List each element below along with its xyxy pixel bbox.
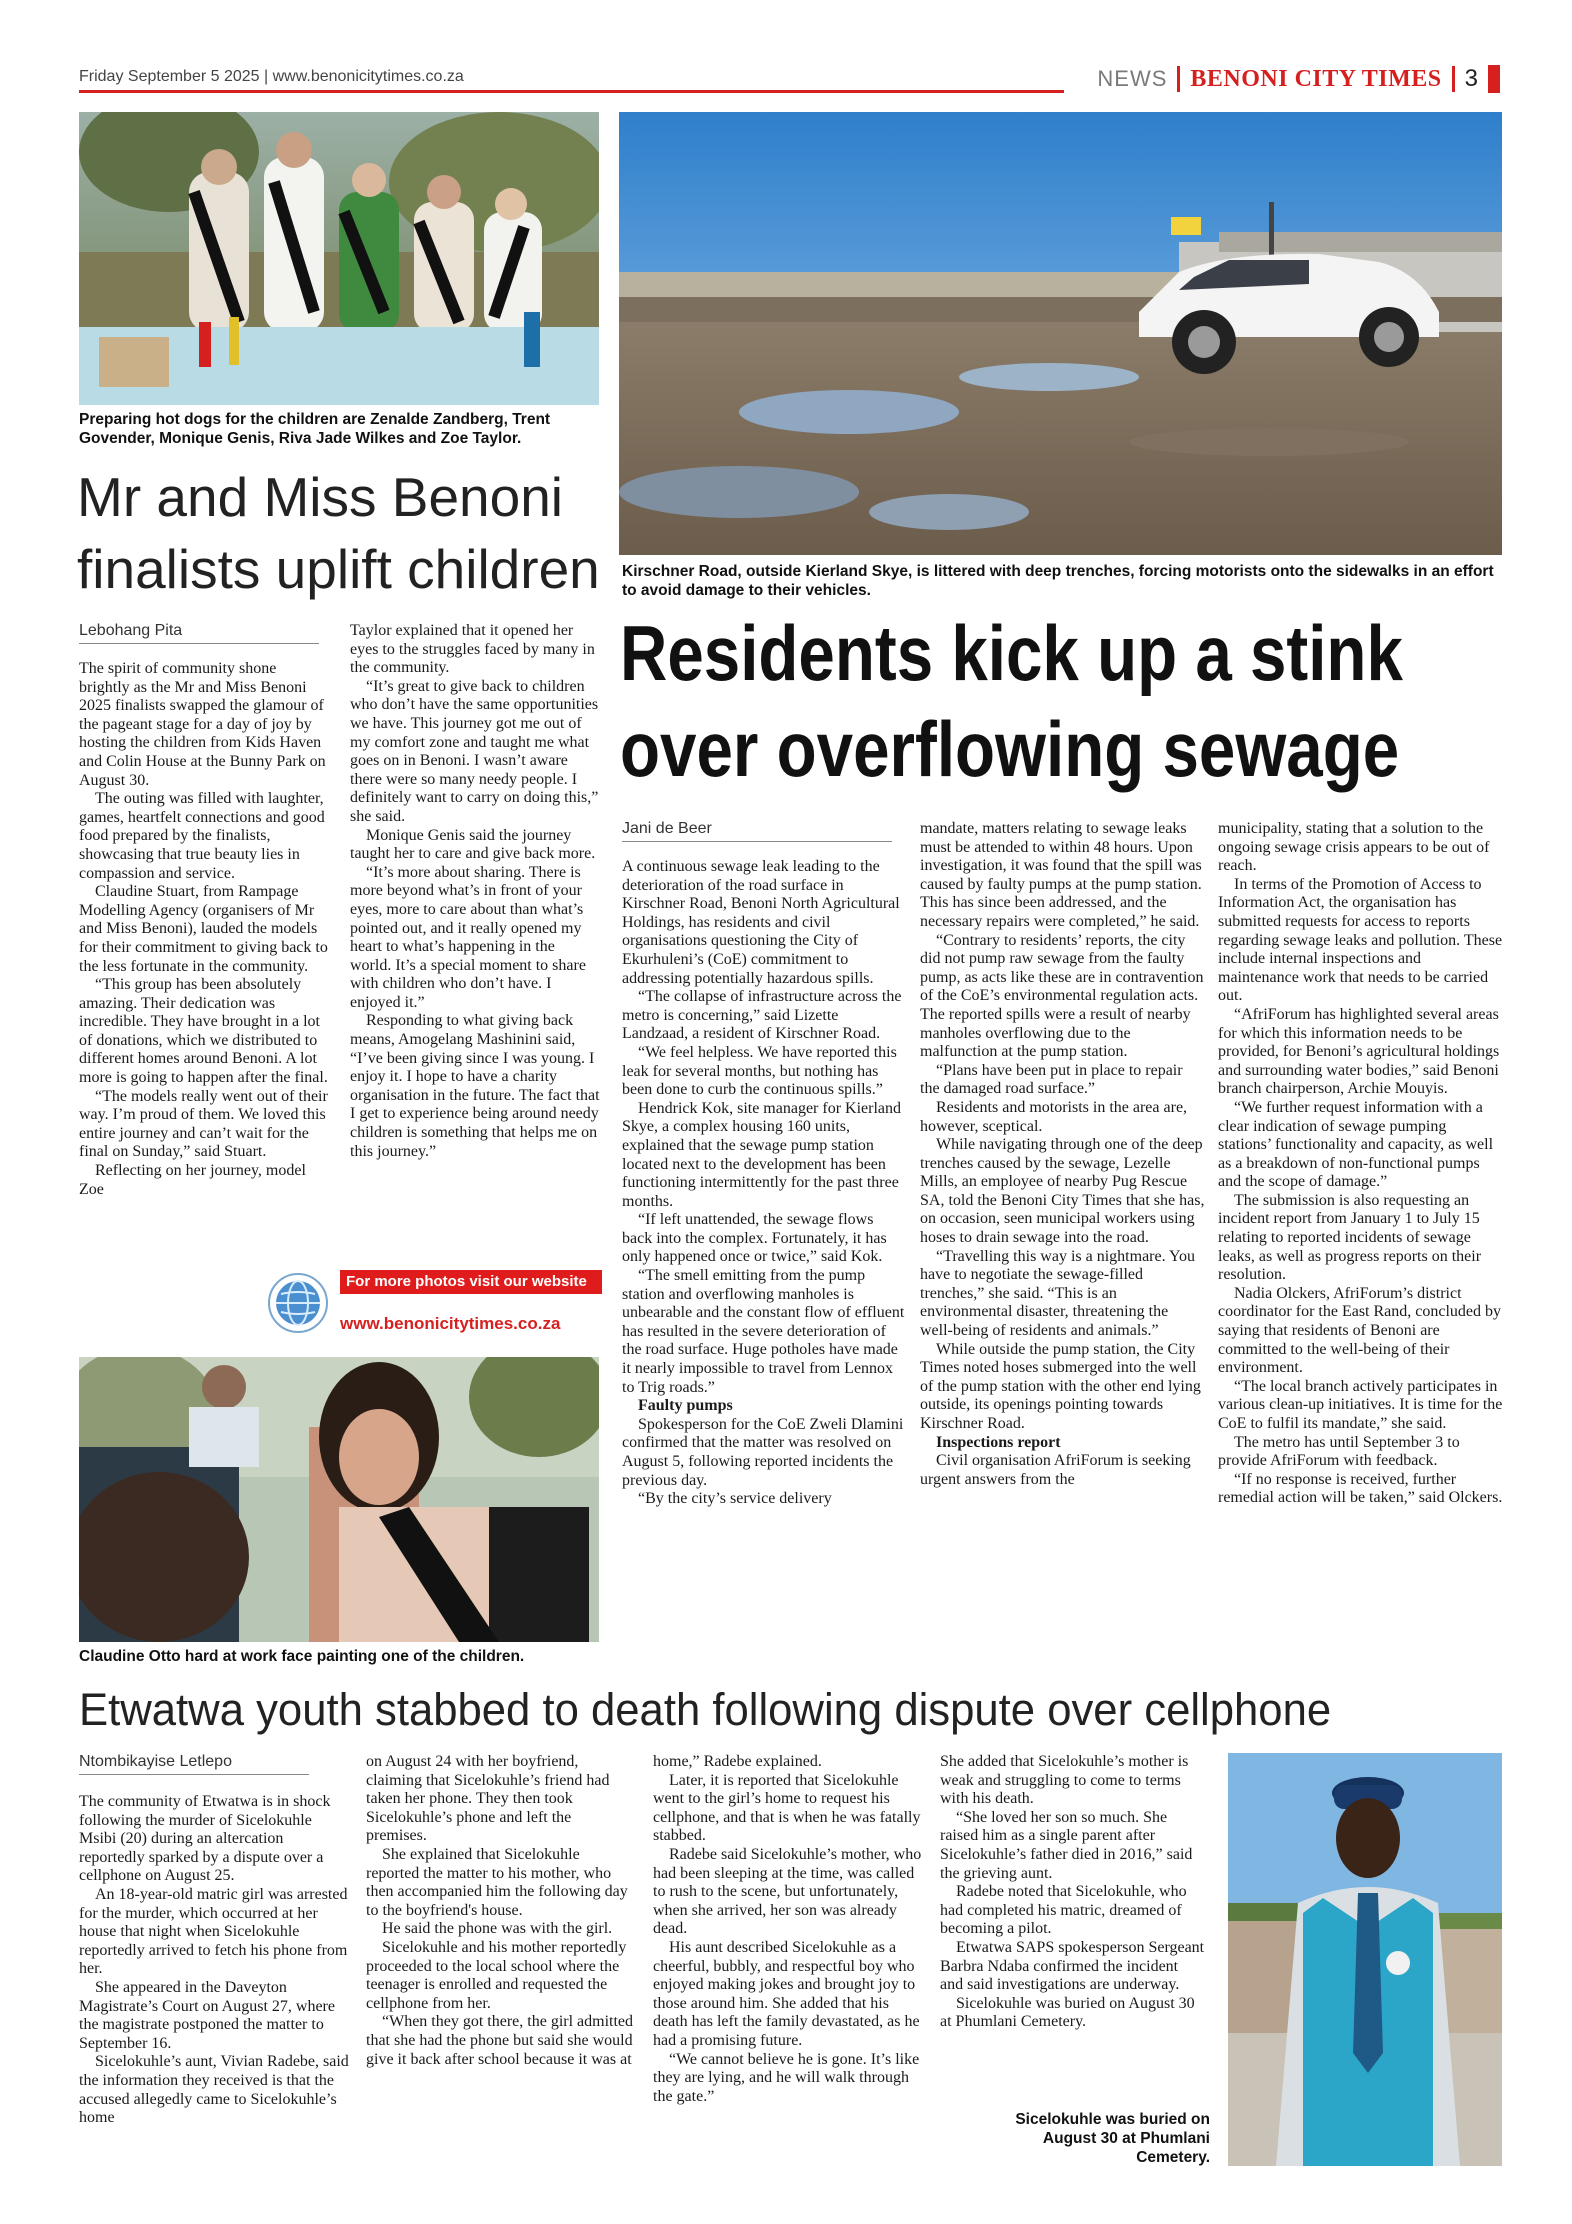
- separator: [1452, 66, 1455, 92]
- paragraph: The metro has until September 3 to provide AfriForum with feedback.: [1218, 1433, 1460, 1470]
- paragraph: “We further request information with a clear indication of sewage pumping stations’ functionality and capacity, as well as a breakdown of non-functional pumps and the scope of damage.”: [1218, 1098, 1494, 1191]
- face-painting-photo: [79, 1357, 599, 1642]
- paper-name: BENONI CITY TIMES: [1190, 65, 1442, 92]
- paragraph: on August 24 with her boyfriend, claiming that Sicelokuhle’s friend had taken her phone. They then took Sicelokuhle’s phone and left the premises.: [366, 1753, 610, 1845]
- paragraph: While outside the pump station, the City Times noted hoses submerged into the well of the pump station with the other end lying outside, its openings pointing towards Kirschner Road.: [920, 1340, 1201, 1432]
- paragraph: Nadia Olckers, AfriForum’s district coordinator for the East Rand, concluded by saying that residents of Benoni are committed to the well-being of their environment.: [1218, 1284, 1502, 1377]
- story1-byline: Lebohang Pita: [79, 622, 319, 644]
- paragraph: A continuous sewage leak leading to the deterioration of the road surface in Kirschner Road, Benoni North Agricultural Holdings, has residents and civil organisations questioning the City of Ekurhuleni’s (CoE) commitment to addressing potentially hazardous spills.: [622, 858, 900, 987]
- paragraph: Claudine Stuart, from Rampage Modelling Agency (organisers of Mr and Miss Benoni), lauded the models for their commitment to giving back to the less fortunate in the community.: [79, 883, 328, 975]
- paragraph: “Contrary to residents’ reports, the city did not pump raw sewage from the faulty pump, as acts like these are in contravention of the CoE’s environmental regulation acts. The reported spills were a result of nearby manholes overflowing due to the malfunction at the pump station.: [920, 931, 1204, 1061]
- paragraph: Residents and motorists in the area are, however, sceptical.: [920, 1098, 1188, 1135]
- finalists-photo-caption: Preparing hot dogs for the children are Zenalde Zandberg, Trent Govender, Monique Genis, Riva Jade Wilkes and Zoe Taylor.: [79, 411, 551, 447]
- story2-column2: [920, 820, 1205, 1489]
- story2-column1: [622, 858, 907, 1509]
- paragraph: “The local branch actively participates in various clean-up initiatives. It is time for the CoE to fulfil its mandate,” she said.: [1218, 1377, 1503, 1432]
- kirschner-road-photo: [619, 112, 1502, 555]
- paragraph: Reflecting on her journey, model Zoe: [79, 1162, 306, 1198]
- subheading: Inspections report: [936, 1433, 1061, 1451]
- paragraph: Radebe noted that Sicelokuhle, who had completed his matric, dreamed of becoming a pilot.: [940, 1883, 1187, 1938]
- paragraph: municipality, stating that a solution to the ongoing sewage crisis appears to be out of reach.: [1218, 820, 1490, 875]
- paragraph: “It’s more about sharing. There is more beyond what’s in front of your eyes, more to care about than what’s pointed out, and it really opened my heart to what’s happening in the world. It’s a special moment to share with children who don’t have. I enjoyed it.”: [350, 863, 586, 1011]
- paragraph: “This group has been absolutely amazing. Their dedication was incredible. They have brought in a lot of donations, which we distributed to different homes around Benoni. A lot more is going to happen after the final.: [79, 976, 328, 1087]
- paragraph: “We cannot believe he is gone. It’s like they are lying, and he will walk through the gate.”: [653, 2050, 920, 2105]
- paragraph: Responding to what giving back means, Amogelang Mashinini said, “I’ve been giving since I was young. I enjoy it. I hope to have a charity organisation in the future. The fact that I get to experience being around needy children is something that helps me on this journey.”: [350, 1012, 600, 1160]
- paragraph: Spokesperson for the CoE Zweli Dlamini confirmed that the matter was resolved on August 5, following reported incidents the previous day.: [622, 1415, 904, 1489]
- paragraph: He said the phone was with the girl.: [382, 1920, 613, 1938]
- story3-column4: [940, 1753, 1205, 2032]
- paragraph: His aunt described Sicelokuhle as a cheerful, bubbly, and respectful boy who enjoyed making jokes and brought joy to those around him. She added that his death has left the family devastated, as he had a promising future.: [653, 1938, 920, 2049]
- separator: [1177, 66, 1180, 92]
- paragraph: The community of Etwatwa is in shock following the murder of Sicelokuhle Msibi (20) during an altercation reportedly sparked by a dispute over a cellphone on August 25.: [79, 1793, 331, 1885]
- promo-text: For more photos visit our website: [340, 1270, 602, 1294]
- story3-byline: Ntombikayise Letlepo: [79, 1753, 309, 1775]
- paragraph: She added that Sicelokuhle’s mother is weak and struggling to come to terms with his death.: [940, 1753, 1189, 1808]
- paragraph: Sicelokuhle and his mother reportedly proceeded to the local school where the teenager is enrolled and requested the cellphone from her.: [366, 1938, 627, 2012]
- subheading: Faulty pumps: [638, 1397, 733, 1415]
- paragraph: While navigating through one of the deep trenches caused by the sewage, Lezelle Mills, an employee of nearby Pug Rescue SA, told the Benoni City Times that she has, on occasion, seen municipal workers using hoses to drain sewage into the road.: [920, 1136, 1205, 1247]
- victim-photo-caption: Sicelokuhle was buried on August 30 at Phumlani Cemetery.: [1015, 2111, 1210, 2166]
- story1-column1: [79, 660, 329, 1199]
- story3-column1: [79, 1793, 349, 2128]
- story3-column2: [366, 1753, 636, 2069]
- dateline: Friday September 5 2025 | www.benonicitytimes.co.za: [79, 68, 464, 85]
- story1-column2: [350, 622, 600, 1161]
- paragraph: “The collapse of infrastructure across the metro is concerning,” said Lizette Landzaad, a resident of Kirschner Road.: [622, 988, 902, 1043]
- page-number: 3: [1464, 65, 1478, 92]
- paragraph: home,” Radebe explained.: [653, 1753, 822, 1770]
- victim-photo: [1228, 1753, 1502, 2166]
- story1-headline-line2: finalists uplift children: [77, 538, 600, 600]
- paragraph: mandate, matters relating to sewage leaks must be attended to within 48 hours. Upon investigation, it was found that the spill was caused by faulty pumps at the pump station. This has since been addressed, and the necessary repairs were completed,” he said.: [920, 820, 1202, 930]
- paragraph: “It’s great to give back to children who don’t have the same opportunities we have. This journey got me out of my comfort zone and taught me what goes on in Benoni. I wasn’t aware there were so many needy people. I definitely want to carry on doing this,” she said.: [350, 677, 599, 825]
- paragraph: She explained that Sicelokuhle reported the matter to his mother, who then accompanied him the following day to the boyfriend's house.: [366, 1845, 628, 1919]
- paragraph: “AfriForum has highlighted several areas for which this information needs to be provided, for Benoni’s agricultural holdings and surrounding water bodies,” said Benoni branch chairperson, Archie Mouyis.: [1218, 1005, 1500, 1098]
- paragraph: “The smell emitting from the pump station and overflowing manholes is unbearable and the constant flow of effluent has resulted in the severe deterioration of the road surface. Huge potholes have made it nearly impossible to travel from Lennox to Trig roads.”: [622, 1267, 905, 1396]
- paragraph: “Plans have been put in place to repair the damaged road surface.”: [920, 1061, 1183, 1098]
- story3-column3: [653, 1753, 923, 2106]
- paragraph: “If no response is received, further remedial action will be taken,” said Olckers.: [1218, 1470, 1503, 1507]
- paragraph: “Travelling this way is a nightmare. You have to negotiate the sewage-filled trenches,” she said. “This is an environmental disaster, threatening the well-being of residents and animals.”: [920, 1247, 1195, 1340]
- paragraph: “We feel helpless. We have reported this leak for several months, but nothing has been done to curb the continuous spills.”: [622, 1043, 897, 1099]
- paragraph: In terms of the Promotion of Access to Information Act, the organisation has submitted requests for access to reports regarding sewage leaks and pollution. These include internal inspections and maintenance work that needs to be carried out.: [1218, 875, 1503, 1005]
- paragraph: She appeared in the Daveyton Magistrate’s Court on August 27, where the magistrate postponed the matter to September 16.: [79, 1978, 335, 2052]
- paragraph: Hendrick Kok, site manager for Kierland Skye, a complex housing 160 units, explained that the sewage pump station located next to the development has been functioning intermittently for the past three months.: [622, 1099, 902, 1210]
- paragraph: The submission is also requesting an incident report from January 1 to July 15 relating to reported incidents of sewage leaks, as well as progress reports on their resolution.: [1218, 1191, 1482, 1284]
- paragraph: Taylor explained that it opened her eyes to the struggles faced by many in the community.: [350, 622, 595, 677]
- story2-headline-line2: over overflowing sewage: [620, 705, 1400, 793]
- header-rule: [79, 90, 1064, 93]
- paragraph: “She loved her son so much. She raised him as a single parent after Sicelokuhle’s father died in 2016,” said the grieving aunt.: [940, 1808, 1193, 1882]
- paragraph: “When they got there, the girl admitted that she had the phone but said she would give it back after school because it was at: [366, 2013, 634, 2068]
- paragraph: Radebe said Sicelokuhle’s mother, who had been sleeping at the time, was called to rush to the scene, but unfortunately, when she arrived, her son was already dead.: [653, 1845, 922, 1938]
- masthead: [1070, 62, 1500, 96]
- paragraph: Civil organisation AfriForum is seeking urgent answers from the: [920, 1452, 1191, 1488]
- finalists-photo: [79, 112, 599, 405]
- paragraph: Etwatwa SAPS spokesperson Sergeant Barbra Ndaba confirmed the incident and said investigations are underway.: [940, 1938, 1205, 1994]
- paragraph: Later, it is reported that Sicelokuhle went to the girl’s home to request his cellphone, and that is when he was fatally stabbed.: [653, 1771, 921, 1845]
- story2-byline: Jani de Beer: [622, 820, 892, 842]
- red-block: [1488, 65, 1500, 93]
- section-label: NEWS: [1097, 66, 1168, 91]
- paragraph: The spirit of community shone brightly as the Mr and Miss Benoni 2025 finalists swapped the glamour of the pageant stage for a day of joy by hosting the children from Kids Haven and Colin House at the Bunny Park on August 30.: [79, 660, 326, 789]
- story1-headline-line1: Mr and Miss Benoni: [77, 466, 564, 528]
- story2-headline-line1: Residents kick up a stink: [620, 609, 1403, 697]
- globe-icon: [267, 1272, 329, 1334]
- website-promo: [265, 1270, 600, 1335]
- paragraph: The outing was filled with laughter, games, heartfelt connections and good food prepared by the finalists, showcasing that true beauty lies in compassion and service.: [79, 790, 325, 882]
- paragraph: “The models really went out of their way. I’m proud of them. We loved this entire journey and can’t wait for the final on Sunday,” said Stuart.: [79, 1087, 328, 1161]
- paragraph: “If left unattended, the sewage flows back into the complex. Fortunately, it has only happened once or twice,” said Kok.: [622, 1211, 887, 1266]
- kirschner-road-caption: Kirschner Road, outside Kierland Skye, is littered with deep trenches, forcing motorists onto the sidewalks in an effort to avoid damage to their vehicles.: [622, 563, 1494, 599]
- story2-column3: [1218, 820, 1503, 1508]
- paragraph: An 18-year-old matric girl was arrested for the murder, which occurred at her house that night when Sicelokuhle reportedly arrived to fetch his phone from her.: [79, 1885, 348, 1978]
- promo-url[interactable]: www.benonicitytimes.co.za: [340, 1314, 561, 1333]
- story3-headline: Etwatwa youth stabbed to death following dispute over cellphone: [79, 1684, 1332, 1735]
- face-painting-caption: Claudine Otto hard at work face painting one of the children.: [79, 1648, 525, 1665]
- paragraph: “By the city’s service delivery: [638, 1490, 832, 1508]
- paragraph: Monique Genis said the journey taught her to care and give back more.: [350, 826, 596, 863]
- paragraph: Sicelokuhle was buried on August 30 at Phumlani Cemetery.: [940, 1994, 1195, 2031]
- paragraph: Sicelokuhle’s aunt, Vivian Radebe, said the information they received is that the accused allegedly came to Sicelokuhle’s home: [79, 2053, 349, 2127]
